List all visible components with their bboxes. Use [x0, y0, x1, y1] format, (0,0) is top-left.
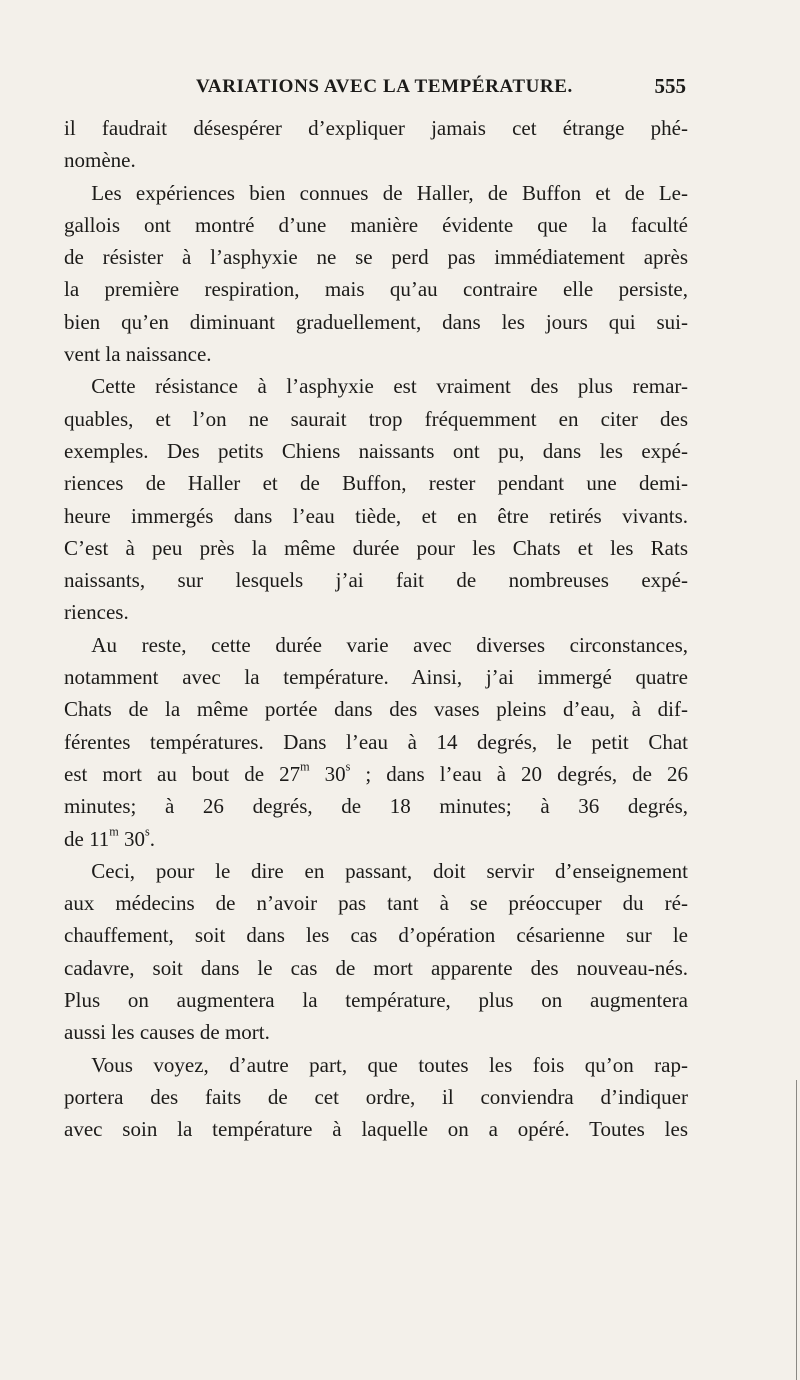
text-line: naissants, sur lesquels j’ai fait de nombreuses expé- — [64, 568, 688, 593]
text-line: Chats de la même portée dans des vases pleins d’eau, à dif- — [64, 697, 688, 722]
text-line: vent la naissance. — [64, 342, 212, 367]
text-line: portera des faits de cet ordre, il conviendra d’indiquer — [64, 1084, 688, 1109]
text-line: quables, et l’on ne saurait trop fréquemment en citer des — [64, 406, 688, 431]
minute-mark: m — [109, 824, 119, 839]
paragraph-5 — [64, 855, 688, 1049]
page-edge-line — [796, 1080, 797, 1380]
paragraph-2 — [64, 177, 688, 371]
text-line: Vous voyez, d’autre part, que toutes les fois qu’on rap- — [91, 1052, 688, 1077]
text-line: cadavre, soit dans le cas de mort apparente des nouveau-nés. — [64, 955, 688, 980]
time-text: 30 — [118, 826, 146, 851]
second-mark: s — [145, 824, 150, 839]
text-line: exemples. Des petits Chiens naissants ont pu, dans les expé- — [64, 438, 688, 463]
body-text — [64, 112, 688, 1146]
running-title: VARIATIONS AVEC LA TEMPÉRATURE. — [196, 76, 573, 97]
text-line-time-2 — [64, 823, 688, 855]
text-line: riences de Haller et de Buffon, rester pendant une demi- — [64, 471, 688, 496]
text-line: Ceci, pour le dire en passant, doit servir d’enseignement — [91, 858, 688, 883]
minute-mark: m — [300, 759, 310, 774]
time-text: de 11 — [64, 826, 110, 851]
time-text: . — [149, 826, 156, 851]
text-line: bien qu’en diminuant graduellement, dans les jours qui sui- — [64, 309, 688, 334]
text-line: aux médecins de n’avoir pas tant à se préoccuper du ré- — [64, 891, 688, 916]
text-line: avec soin la température à laquelle on a opéré. Toutes les — [64, 1117, 688, 1142]
text-line: aussi les causes de mort. — [64, 1020, 270, 1045]
text-line: Cette résistance à l’asphyxie est vraiment des plus remar- — [91, 374, 688, 399]
text-line: Plus on augmentera la température, plus on augmentera — [64, 988, 688, 1013]
text-line: minutes; à 26 degrés, de 18 minutes; à 36 degrés, — [64, 794, 688, 819]
second-mark: s — [345, 759, 351, 774]
text-line: nomène. — [64, 148, 136, 173]
text-line: riences. — [64, 600, 129, 625]
time-text: 30 — [309, 761, 346, 786]
text-line: C’est à peu près la même durée pour les Chats et les Rats — [64, 535, 688, 560]
text-line: heure immergés dans l’eau tiède, et en être retirés vivants. — [64, 503, 688, 528]
text-line: Au reste, cette durée varie avec diverses circonstances, — [91, 632, 688, 657]
text-line: gallois ont montré d’une manière évidente que la faculté — [64, 212, 688, 237]
text-line: il faudrait désespérer d’expliquer jamais cet étrange phé- — [64, 116, 688, 140]
paragraph-3 — [64, 370, 688, 628]
text-line: notamment avec la température. Ainsi, j’ai immergé quatre — [64, 665, 688, 690]
text-line: férentes températures. Dans l’eau à 14 degrés, le petit Chat — [64, 729, 688, 754]
text-line: Les expériences bien connues de Haller, de Buffon et de Le- — [91, 180, 688, 205]
time-text: est mort au bout de 27 — [64, 761, 301, 786]
paragraph-6 — [64, 1049, 688, 1146]
paragraph-4 — [64, 629, 688, 855]
text-line-time-1 — [64, 758, 688, 790]
page-header — [196, 76, 686, 106]
page-number: 555 — [654, 74, 686, 98]
text-line: chauffement, soit dans les cas d’opération césarienne sur le — [64, 923, 688, 948]
text-line: la première respiration, mais qu’au contraire elle persiste, — [64, 277, 688, 302]
text-line: de résister à l’asphyxie ne se perd pas immédiatement après — [64, 245, 688, 270]
time-text: ; dans l’eau à 20 degrés, de 26 — [350, 761, 689, 786]
paragraph-1 — [64, 112, 688, 177]
